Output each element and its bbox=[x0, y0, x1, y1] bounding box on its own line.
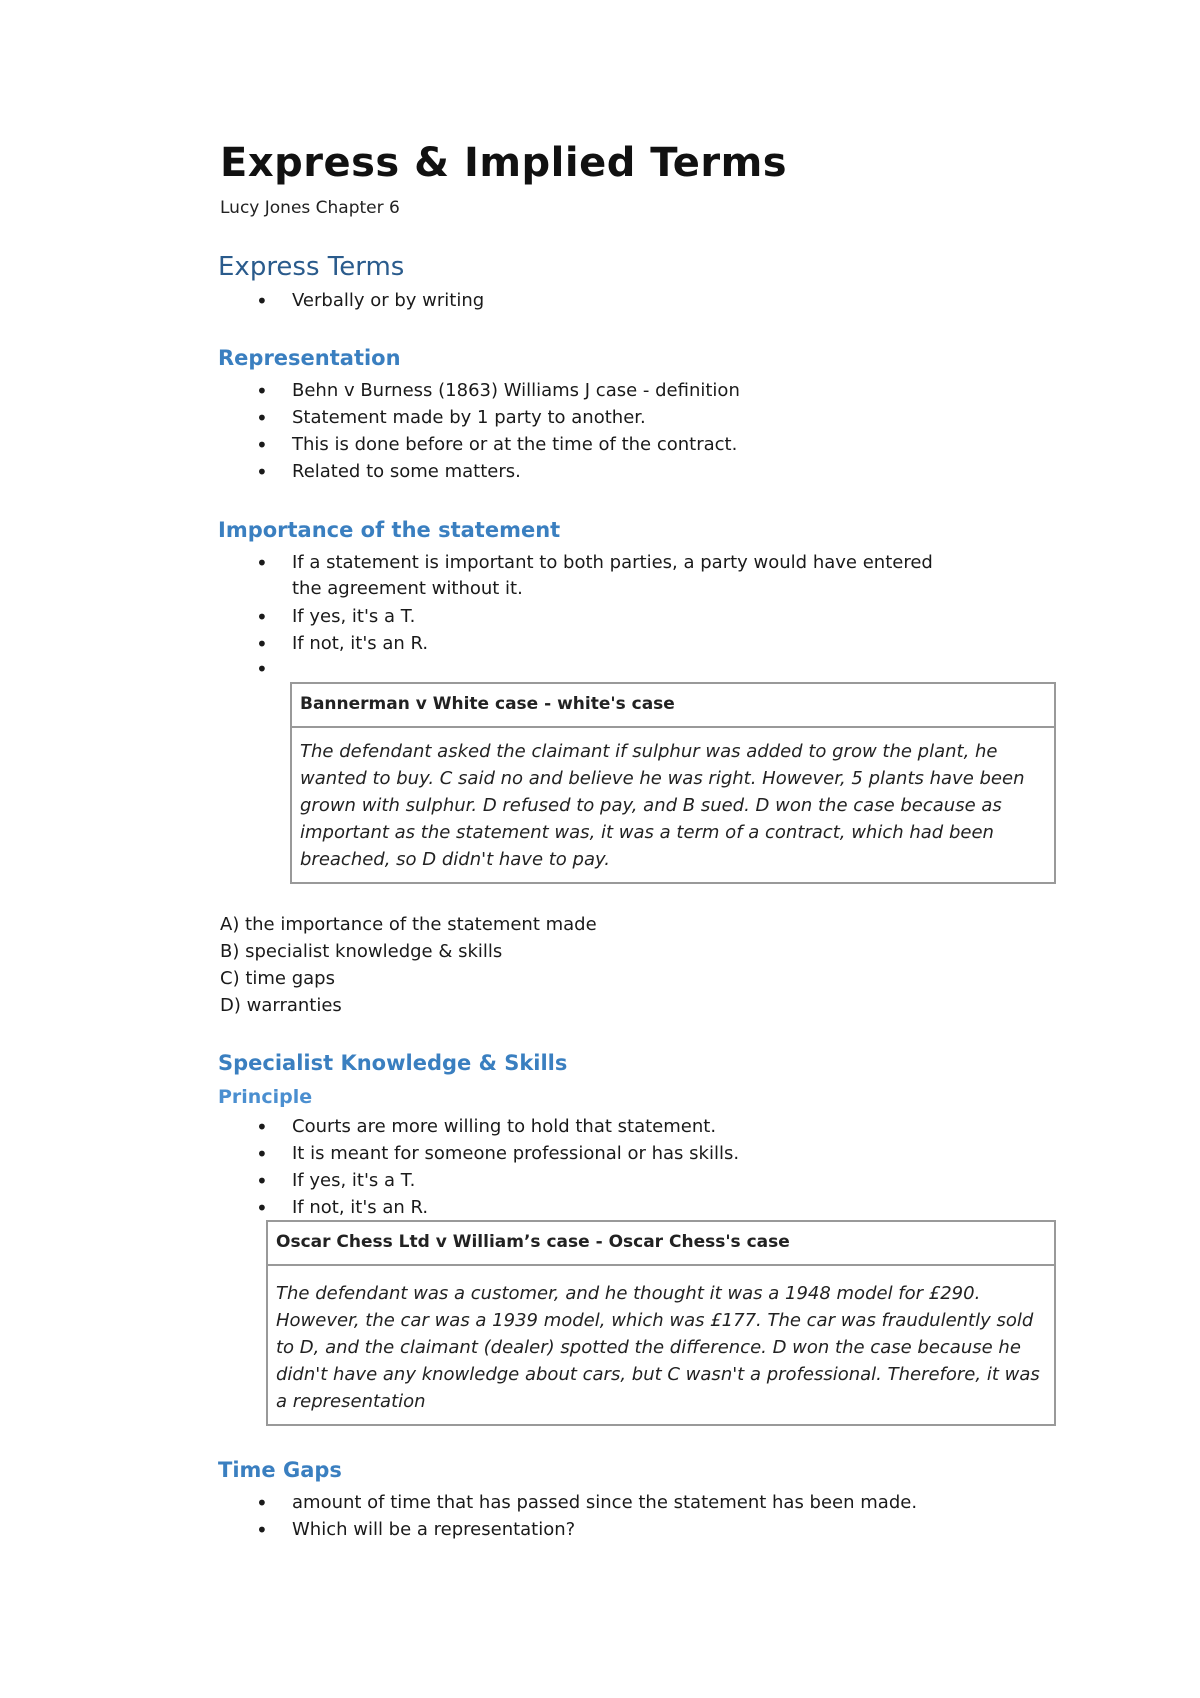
document-page: Express & Implied Terms Lucy Jones Chapter 6 Express Terms • Verbally or by writing Representation • Behn v Burness (1863) Williams J case - definition • Statement made by 1 party to another. • This is done before or at the time of the contract. • Related to some matters. Importance of the statement • If a statement is important to both parties, a party would have entered the agreement without it. • If yes, it's a T. • If not, it's an R. • Bannerman v White case - white's case The defendant asked the claimant if sulphur was added to grow the plant, he wanted to buy. C said no and believe he was right. However, 5 plants have been grown with sulphur. D refused to pay, and B sued. D won the case because as important as the statement was, it was a term of a contract, which had been breached, so D didn't have to pay. A) the importance of the statement made B) specialist knowledge & skills C) time gaps D) warranties Specialist Knowledge & Skills Principle • Courts are more willing to hold that statement. • It is meant for someone professional or has skills. • If yes, it's a T. • If not, it's an R. Oscar Chess Ltd v William’s case - Oscar Chess's case The defendant was a customer, and he thought it was a 1948 model for £290. However, the car was a 1939 model, which was £177. The car was fraudulently sold to D, and the claimant (dealer) spotted the difference. D won the case because he didn't have any knowledge about cars, but C wasn't a professional. Therefore, it was a representation Time Gaps • amount of time that has passed since the statement has been made. • Which will be a representation? bbox=[0, 0, 1200, 1698]
bullet-icon: • bbox=[256, 406, 268, 430]
heading-express-terms: Express Terms bbox=[218, 252, 405, 282]
bullet-icon: • bbox=[256, 551, 268, 575]
case-box-oscar-chess bbox=[266, 1220, 1056, 1426]
bullet-icon: • bbox=[256, 1518, 268, 1542]
bullet-icon: • bbox=[256, 1142, 268, 1166]
heading-representation: Representation bbox=[218, 346, 401, 370]
factor-item: B) specialist knowledge & skills bbox=[220, 941, 503, 962]
subheading-principle: Principle bbox=[218, 1086, 313, 1108]
factor-item: C) time gaps bbox=[220, 968, 335, 989]
bullet-icon: • bbox=[256, 289, 268, 313]
case-box-bannerman bbox=[290, 682, 1056, 884]
bullet-icon: • bbox=[256, 1169, 268, 1193]
document-title: Express & Implied Terms bbox=[220, 140, 788, 186]
case-body: The defendant was a customer, and he thought it was a 1948 model for £290. However, the car was a 1939 model, which was £177. The car was fraudulently sold to D, and the claimant (dealer) spotted the difference. D won the case because he didn't have any knowledge about cars, but C wasn't a professional. Therefore, it was a representation bbox=[276, 1283, 1040, 1412]
bullet-icon: • bbox=[256, 379, 268, 403]
heading-importance: Importance of the statement bbox=[218, 518, 561, 542]
document-subtitle: Lucy Jones Chapter 6 bbox=[220, 198, 400, 218]
bullet-icon: • bbox=[256, 1196, 268, 1220]
bullet-icon: • bbox=[256, 1115, 268, 1139]
bullet-icon: • bbox=[256, 433, 268, 457]
heading-time-gaps: Time Gaps bbox=[218, 1458, 342, 1482]
case-body: The defendant asked the claimant if sulphur was added to grow the plant, he wanted to buy. C said no and believe he was right. However, 5 plants have been grown with sulphur. D refused to pay, and B sued. D won the case because as important as the statement was, it was a term of a contract, which had been breached, so D didn't have to pay. bbox=[300, 741, 1025, 870]
bullet-icon: • bbox=[256, 657, 268, 681]
case-title: Oscar Chess Ltd v William’s case - Oscar Chess's case bbox=[268, 1222, 1054, 1266]
bullet-icon: • bbox=[256, 632, 268, 656]
factor-item: A) the importance of the statement made bbox=[220, 914, 597, 935]
bullet-icon: • bbox=[256, 460, 268, 484]
bullet-icon: • bbox=[256, 605, 268, 629]
heading-specialist: Specialist Knowledge & Skills bbox=[218, 1051, 568, 1075]
factor-item: D) warranties bbox=[220, 995, 342, 1016]
case-title: Bannerman v White case - white's case bbox=[292, 684, 1054, 728]
bullet-icon: • bbox=[256, 1491, 268, 1515]
